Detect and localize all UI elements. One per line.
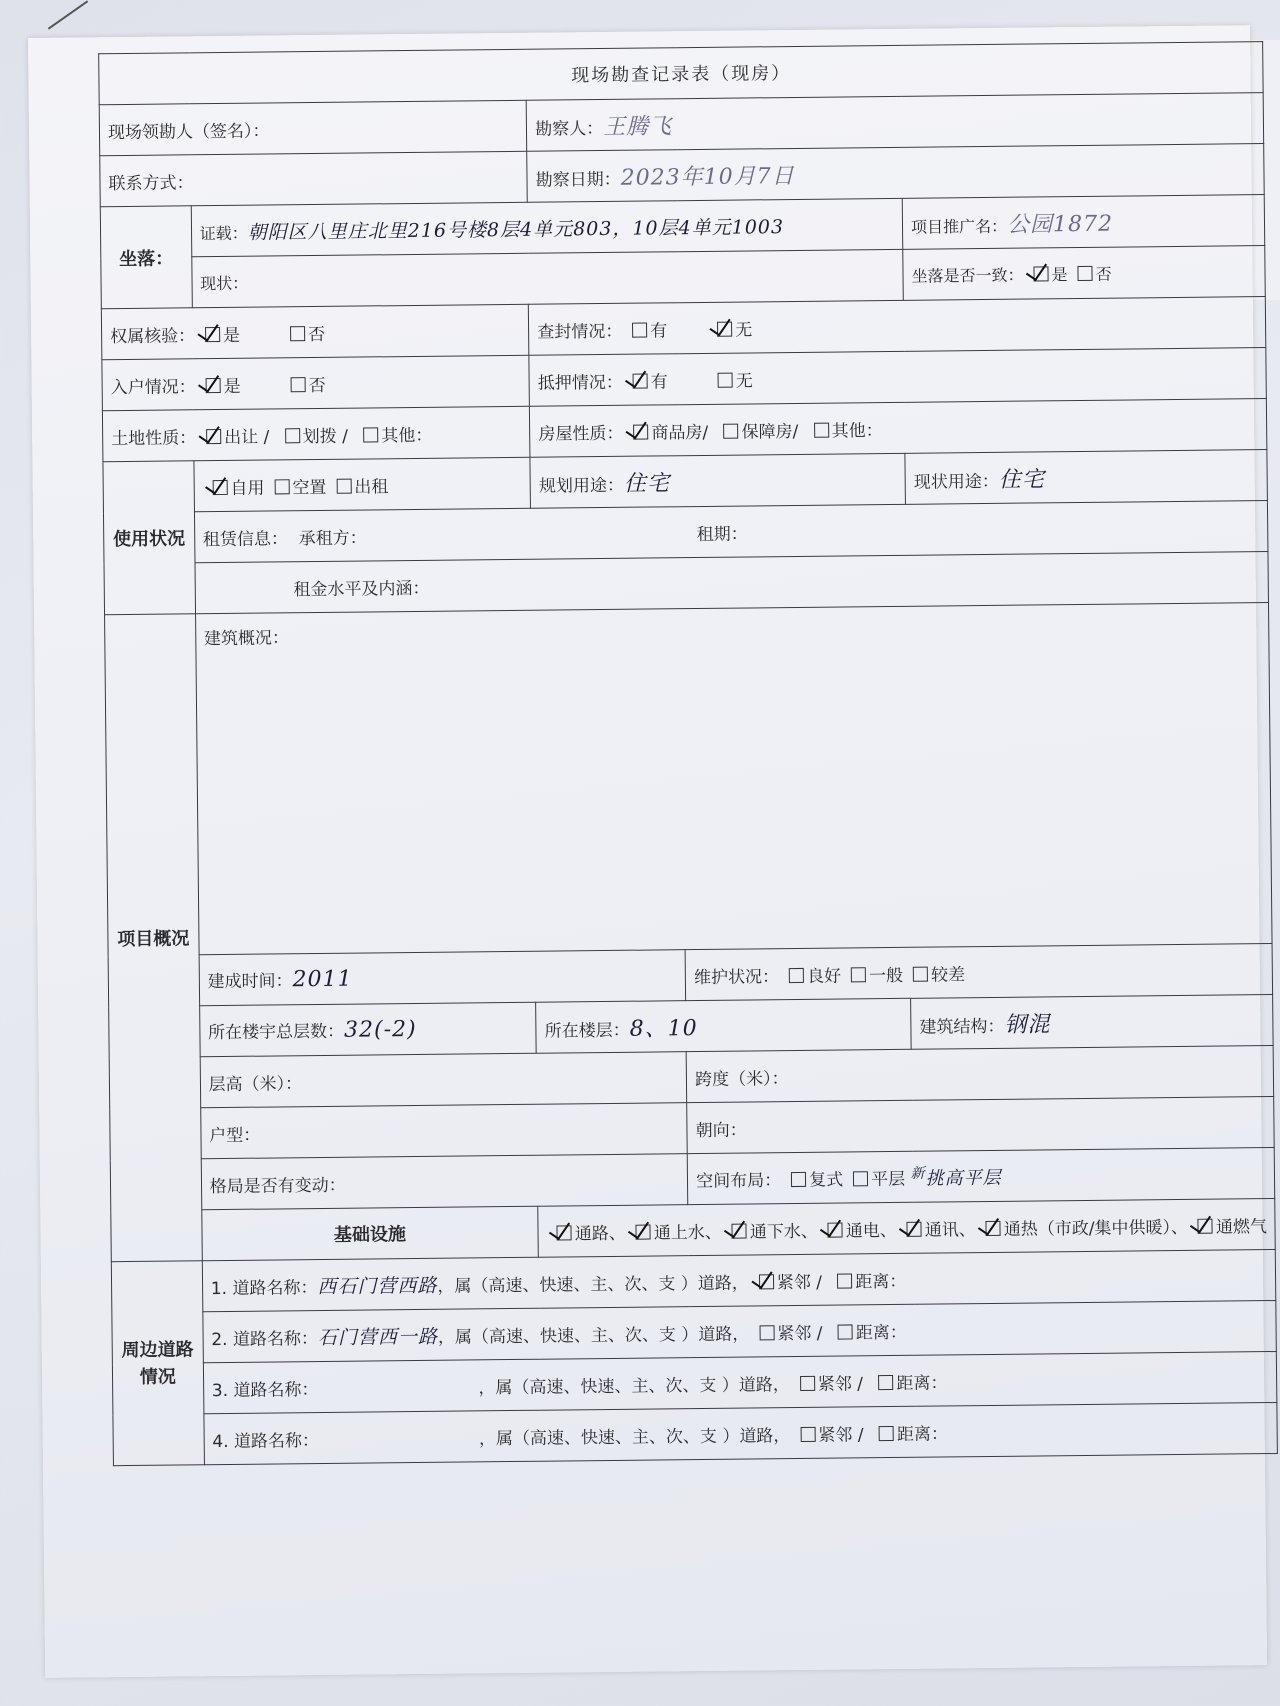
floor-label: 所在楼层：	[544, 1020, 630, 1042]
usage-vacant-label: 空置	[292, 477, 327, 498]
seal-none-checkbox[interactable]	[717, 321, 732, 336]
structure-value: 钢混	[1004, 1011, 1051, 1038]
road-4-number: 4.	[212, 1431, 229, 1452]
seal-field	[529, 297, 1267, 356]
road-4-distance-checkbox[interactable]	[879, 1426, 894, 1441]
ownership-label: 权属核验：	[110, 325, 196, 347]
entry-no-label: 否	[308, 375, 326, 396]
ownership-no-label: 否	[308, 324, 326, 345]
change-label: 格局是否有变动：	[209, 1175, 346, 1197]
road-1-number: 1.	[210, 1278, 228, 1299]
usage-vacant-checkbox[interactable]	[274, 479, 289, 494]
usage-self-checkbox[interactable]	[212, 479, 227, 494]
ownership-yes-label: 是	[223, 325, 241, 346]
term-label: 租期：	[696, 523, 748, 545]
space-duplex-label: 复式	[809, 1170, 844, 1191]
road-3-distance-label: 距离：	[896, 1372, 948, 1394]
mortgage-has-checkbox[interactable]	[633, 373, 648, 388]
consistent-label: 坐落是否一致：	[911, 265, 1024, 286]
land-allocation-label: 划拨	[302, 426, 337, 447]
space-flat-checkbox[interactable]	[853, 1171, 868, 1186]
planned-use-field[interactable]	[530, 453, 905, 508]
infra-water-supply-label: 通上水、	[653, 1222, 722, 1244]
consistent-yes-checkbox[interactable]	[1034, 266, 1049, 281]
total-floors-label: 所在楼宇总层数：	[207, 1021, 345, 1044]
mortgage-label: 抵押情况：	[537, 372, 623, 394]
road-2-distance-checkbox[interactable]	[838, 1324, 853, 1339]
infra-power-checkbox[interactable]	[828, 1222, 843, 1237]
entry-label: 入户情况：	[110, 376, 196, 398]
cert-address-field[interactable]	[191, 198, 903, 256]
space-value: 挑高平层	[925, 1167, 1002, 1190]
maintain-good-label: 良好	[806, 966, 842, 987]
space-label: 空间布局：	[696, 1171, 782, 1192]
current-label: 现状：	[200, 273, 249, 293]
total-floors-field[interactable]	[199, 1002, 536, 1057]
infra-gas-checkbox[interactable]	[1198, 1218, 1213, 1233]
infra-road-checkbox[interactable]	[557, 1225, 572, 1240]
rent-label: 租金水平及内涵：	[293, 578, 430, 600]
consistent-no-label: 否	[1095, 264, 1112, 284]
road-row-4: 4. 道路名称： ，属（高速、快速、主、次、支 ）道路， 紧邻 / 距离：	[204, 1402, 1278, 1464]
total-floors-value: 32(-2)	[343, 1016, 417, 1043]
surveyor-label: 勘察人：	[535, 118, 604, 140]
maintain-normal-label: 一般	[868, 965, 904, 986]
entry-yes-checkbox[interactable]	[206, 378, 221, 393]
lead-signature-field[interactable]	[99, 100, 527, 155]
road-4-type-text: ，属（高速、快速、主、次、支 ）道路，	[478, 1425, 791, 1449]
maintenance-field	[685, 944, 1273, 1001]
seal-none-label: 无	[735, 319, 753, 341]
seal-label: 查封情况：	[537, 321, 623, 343]
space-flat-label: 平层	[871, 1169, 906, 1191]
infra-heating-label: 通热（市政/集中供暖）、	[1003, 1217, 1189, 1240]
span-field[interactable]	[686, 1046, 1274, 1103]
survey-date-field[interactable]	[527, 144, 1265, 203]
road-4-name-label: 道路名称：	[233, 1430, 320, 1452]
road-1-distance-label: 距离：	[855, 1271, 907, 1292]
contact-field[interactable]	[100, 151, 528, 206]
surrounding-roads-label: 周边道路情况	[111, 1261, 204, 1466]
road-2-adjacent-checkbox[interactable]	[759, 1325, 774, 1340]
mortgage-field	[529, 348, 1267, 407]
road-row-3: 3. 道路名称： ，属（高速、快速、主、次、支 ）道路， 紧邻 / 距离：	[203, 1351, 1277, 1413]
orientation-field[interactable]	[687, 1097, 1275, 1154]
infra-gas-label: 通燃气	[1215, 1216, 1268, 1238]
house-label: 房屋性质：	[538, 423, 624, 445]
ownership-field	[101, 304, 529, 359]
road-4-distance-label: 距离：	[896, 1423, 949, 1445]
built-time-value: 2011	[292, 966, 353, 993]
form-title: 现场勘查记录表（现房）	[99, 42, 1264, 105]
layout-label: 户型：	[209, 1125, 261, 1146]
road-3-type-text: ，属（高速、快速、主、次、支 ）道路，	[478, 1374, 790, 1398]
usage-label: 使用状况	[103, 461, 195, 615]
lead-label: 现场领勘人（签名）：	[107, 120, 270, 143]
seal-has-label: 有	[650, 320, 668, 341]
cert-address-value: 朝阳区八里庄北里216号楼8层4单元803，10层4单元1003	[247, 215, 785, 244]
road-1-name-label: 道路名称：	[232, 1277, 318, 1299]
road-3-adjacent-checkbox[interactable]	[800, 1375, 815, 1390]
road-3-adjacent-label: 紧邻	[817, 1373, 852, 1395]
entry-field	[102, 355, 530, 410]
maintain-normal-checkbox[interactable]	[851, 967, 866, 982]
road-2-name-value: 石门营西一路	[317, 1325, 439, 1349]
height-label: 层高（米）：	[208, 1073, 303, 1095]
usage-self-label: 自用	[230, 478, 265, 499]
survey-record-table	[98, 41, 1278, 1466]
road-row-1: 1. 道路名称：西石门营西路，属（高速、快速、主、次、支 ）道路， 紧邻 / 距离：	[202, 1250, 1276, 1312]
house-affordable-checkbox[interactable]	[723, 423, 738, 438]
pen-mark	[48, 0, 88, 29]
road-3-number: 3.	[211, 1380, 229, 1401]
usage-rent-label: 出租	[354, 476, 389, 498]
floor-height-field[interactable]	[200, 1052, 687, 1108]
location-label: 坐落：	[100, 206, 192, 309]
span-label: 跨度（米）：	[695, 1068, 789, 1090]
maintain-label: 维护状况：	[693, 966, 780, 988]
road-3-distance-checkbox[interactable]	[878, 1375, 893, 1390]
land-grant-checkbox[interactable]	[206, 428, 221, 443]
maintain-poor-checkbox[interactable]	[913, 966, 928, 981]
road-1-distance-checkbox[interactable]	[837, 1273, 852, 1288]
structure-label: 建筑结构：	[919, 1016, 1005, 1038]
contact-label: 联系方式：	[108, 172, 194, 194]
ownership-yes-checkbox[interactable]	[205, 327, 220, 342]
seal-has-checkbox[interactable]	[632, 322, 647, 337]
land-other-checkbox[interactable]	[363, 427, 378, 442]
land-grant-label: 出让	[224, 427, 259, 448]
house-other-label: 其他：	[831, 420, 883, 442]
house-other-checkbox[interactable]	[814, 422, 829, 437]
mortgage-has-label: 有	[650, 371, 668, 392]
infra-drainage-label: 通下水、	[749, 1221, 818, 1243]
space-note: 新	[910, 1165, 926, 1182]
land-nature-field: 土地性质： 出让 / 划拨 / 其他：	[102, 406, 530, 461]
consistent-yes-label: 是	[1051, 264, 1068, 284]
ownership-no-checkbox[interactable]	[290, 326, 305, 341]
floor-value: 8、10	[629, 1015, 698, 1042]
road-1-adjacent-label: 紧邻	[776, 1272, 811, 1293]
current-use-field[interactable]	[905, 450, 1268, 505]
survey-form-paper	[28, 25, 1267, 1678]
house-commercial-checkbox[interactable]	[633, 424, 648, 439]
road-2-adjacent-label: 紧邻	[777, 1323, 812, 1344]
infra-telecom-checkbox[interactable]	[907, 1221, 922, 1236]
planned-use-label: 规划用途：	[538, 475, 625, 497]
infra-telecom-label: 通讯、	[924, 1219, 976, 1241]
house-commercial-label: 商品房	[651, 422, 703, 443]
infrastructure-label: 基础设施	[201, 1206, 538, 1261]
entry-no-checkbox[interactable]	[291, 377, 306, 392]
building-overview-field[interactable]	[195, 603, 1272, 955]
usage-options	[194, 457, 531, 512]
mortgage-none-label: 无	[735, 370, 753, 392]
current-address-field[interactable]	[191, 249, 903, 307]
floor-field[interactable]	[536, 998, 911, 1053]
road-1-name-value: 西石门营西路	[317, 1274, 438, 1298]
consistent-no-checkbox[interactable]	[1078, 265, 1093, 280]
promo-name-field[interactable]	[902, 195, 1265, 250]
promo-label: 项目推广名：	[911, 216, 1008, 237]
tenant-label: 承租方：	[298, 527, 367, 549]
orient-label: 朝向：	[695, 1120, 747, 1141]
land-label: 土地性质：	[111, 427, 197, 449]
building-label: 建筑概况：	[203, 628, 290, 650]
road-3-name-label: 道路名称：	[233, 1379, 319, 1401]
road-row-2: 2. 道路名称：石门营西一路，属（高速、快速、主、次、支 ）道路， 紧邻 / 距离：	[203, 1300, 1277, 1362]
surveyor-signature: 王腾飞	[603, 113, 673, 140]
infra-drainage-checkbox[interactable]	[732, 1223, 747, 1238]
space-layout-field	[687, 1148, 1275, 1205]
road-1-adjacent-checkbox[interactable]	[759, 1274, 774, 1289]
promo-value: 公园1872	[1006, 211, 1114, 238]
road-2-number: 2.	[211, 1329, 228, 1350]
lease-label: 租赁信息：	[202, 528, 289, 550]
space-duplex-checkbox[interactable]	[791, 1172, 806, 1187]
road-1-type-text: ，属（高速、快速、主、次、支 ）道路，	[437, 1273, 749, 1297]
road-2-name-label: 道路名称：	[232, 1328, 319, 1350]
planned-use-value: 住宅	[623, 470, 671, 497]
land-other-label: 其他：	[381, 425, 433, 446]
maintain-poor-label: 较差	[930, 964, 966, 986]
cert-label: 证载：	[199, 223, 248, 243]
infra-power-label: 通电、	[845, 1220, 897, 1242]
surveyor-field[interactable]	[526, 93, 1264, 152]
house-nature-field: 房屋性质： 商品房/ 保障房/ 其他：	[530, 399, 1268, 458]
survey-date-value: 2023年10月7日	[620, 163, 795, 191]
infrastructure-options	[538, 1199, 1276, 1258]
infra-road-label: 通路、	[574, 1223, 626, 1244]
road-4-adjacent-checkbox[interactable]	[800, 1426, 815, 1441]
land-allocation-checkbox[interactable]	[285, 428, 300, 443]
date-label: 勘察日期：	[535, 169, 621, 191]
structure-field[interactable]	[911, 995, 1274, 1050]
location-consistent-field	[903, 246, 1266, 301]
current-use-label: 现状用途：	[913, 471, 999, 493]
house-affordable-label: 保障房	[741, 421, 793, 443]
road-2-distance-label: 距离：	[855, 1322, 907, 1343]
project-overview-label: 项目概况	[105, 614, 202, 1262]
built-time-label: 建成时间：	[207, 971, 293, 993]
entry-yes-label: 是	[223, 376, 241, 397]
maintain-good-checkbox[interactable]	[789, 967, 804, 982]
layout-change-field[interactable]	[201, 1154, 688, 1210]
built-time-field[interactable]	[199, 950, 686, 1006]
usage-rent-checkbox[interactable]	[336, 478, 351, 493]
road-2-type-text: ，属（高速、快速、主、次、支 ）道路，	[437, 1324, 750, 1348]
road-4-adjacent-label: 紧邻	[818, 1424, 853, 1446]
unit-type-field[interactable]	[200, 1103, 687, 1159]
current-use-value: 住宅	[998, 466, 1045, 493]
mortgage-none-checkbox[interactable]	[718, 372, 733, 387]
infra-heating-checkbox[interactable]	[986, 1220, 1001, 1235]
infra-water-supply-checkbox[interactable]	[636, 1224, 651, 1239]
